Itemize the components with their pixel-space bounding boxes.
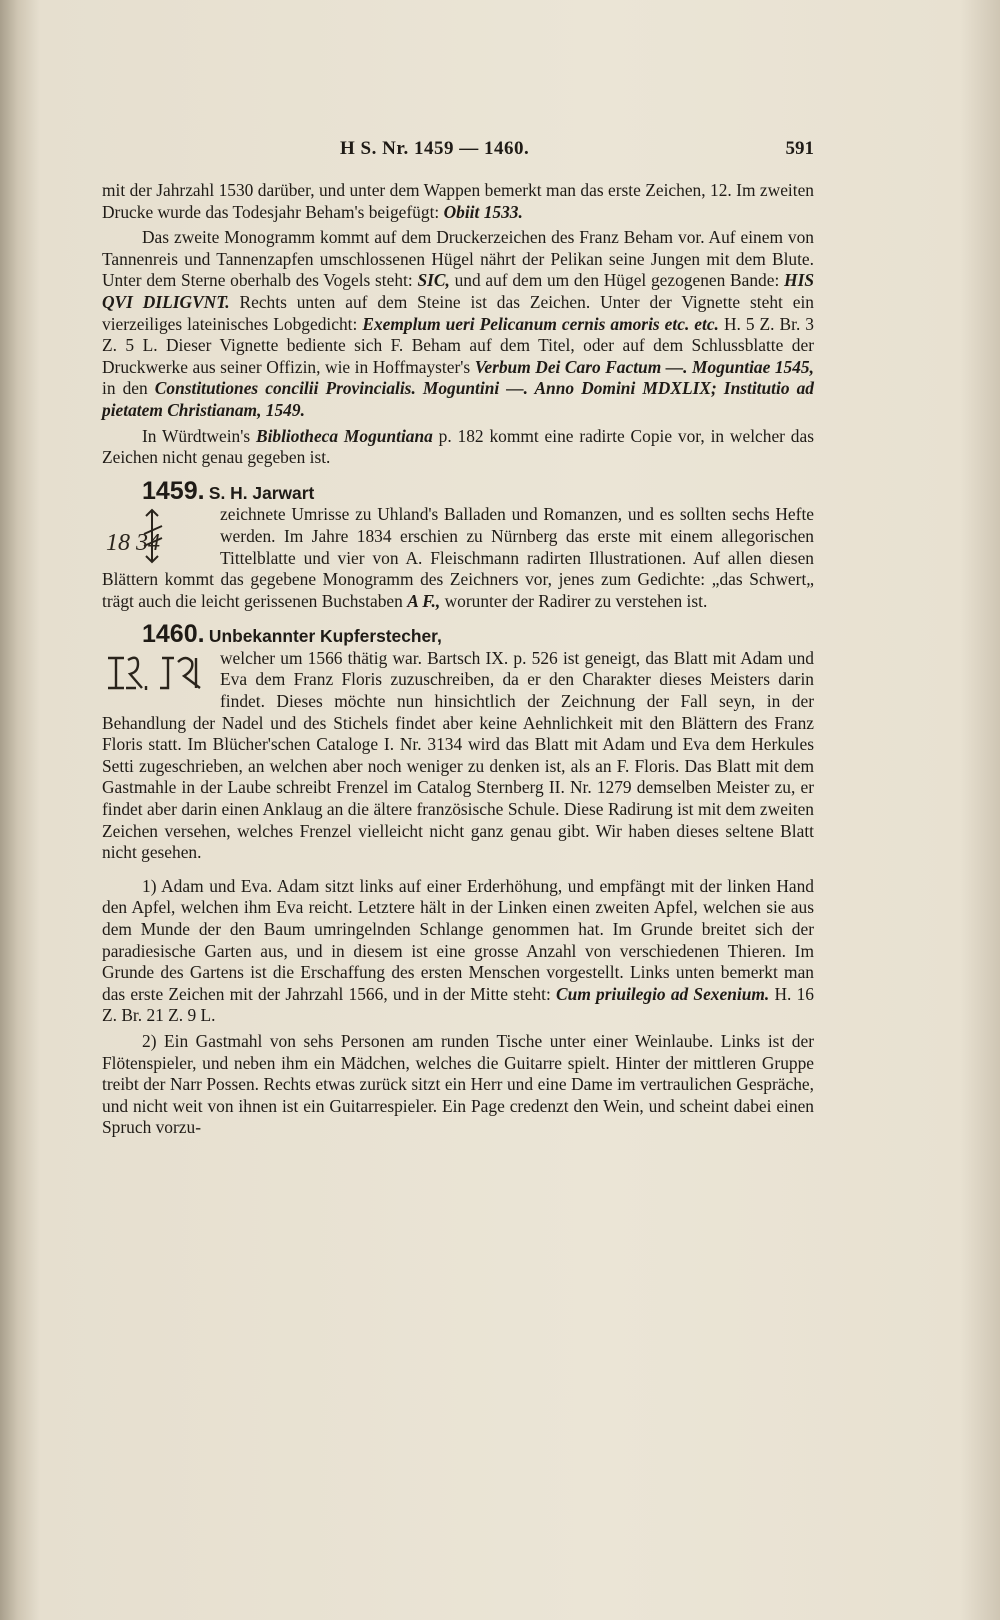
para-top-text: mit der Jahrzahl 1530 darüber, und unter dem Wappen bemerkt man das erste Zeichen, 12. Im zweiten Drucke wurde das Todesjahr Beham's beigefügt: xyxy=(102,180,814,222)
entry-1460-text: welcher um 1566 thätig war. Bartsch IX. p. 526 ist geneigt, das Blatt mit Adam und Eva dem Franz Floris zuzuschreiben, da er den Charakter dieses Meisters darin findet. Dieses möchte nun hinsichtlich der Zeichnung der Fall seyn, in der Behandlung der Nadel und des Stichels findet aber keine Aehnlichkeit mit den Blättern des Franz Floris statt. Im Blücher'schen Cataloge I. Nr. 3134 wird das Blatt mit Adam und Eva dem Herkules Setti zugeschrieben, an welchen aber noch weniger zu denken ist, als an F. Floris. Das Blatt mit dem Gastmahle in der Laube schreibt Frenzel im Catalog Sternberg II. Nr. 1279 demselben Meister zu, er findet aber darin einen Anklaug an die ältere französische Schule. Diese Radirung ist mit dem zweiten Zeichen versehen, welches Frenzel vielleicht nicht ganz genau gibt. Wir haben dieses seltene Blatt nicht gesehen. xyxy=(102,647,814,863)
running-header xyxy=(102,138,814,162)
entry-1459-text-a: zeichnete Umrisse zu Uhland's Balladen und Romanzen, und es sollten sechs Hefte werden. Im Jahre 1834 erschien zu Nürnberg das erste mit einem allegorischen Tittelblatte und vier von A. Fleischmann radirten Illustrationen. Auf allen diesen Blättern kommt das gegebene Monogramm des Zeichners vor, jenes zum Gedichte: „das Schwert„ trägt auch die leicht gerissenen Buchstaben xyxy=(102,504,814,611)
monogram-unknown-engraver xyxy=(102,650,214,696)
para2-a: Das zweite Monogramm kommt auf dem Druckerzeichen des Franz Beham vor. Auf einem von Tannenreis und Tannenzapfen umschlossenen Hügel nährt der Pelikan seine Jungen mit dem Blute. Unter dem Sterne oberhalb des Vogels steht: xyxy=(102,227,814,291)
entry-1460 xyxy=(102,620,814,649)
body-text xyxy=(102,180,814,1139)
para2-i2: HIS QVI DILIGVNT. xyxy=(102,270,815,312)
item1-b: H. 16 Z. Br. 21 Z. 9 L. xyxy=(102,983,814,1026)
item1-i: Cum priuilegio ad Sexenium. xyxy=(556,983,770,1004)
para2-c: Rechts unten auf dem Steine ist das Zeichen. Unter der Vignette steht ein vierzeiliges lateinisches Lobgedicht: xyxy=(102,291,814,334)
para2-i1: SIC, xyxy=(417,270,450,291)
entry-1459-number: 1459. xyxy=(142,476,205,505)
paragraph-continued xyxy=(102,180,814,223)
monogram-jarwart-icon xyxy=(102,506,214,568)
catalog-item-1 xyxy=(102,876,814,1027)
page-number: 591 xyxy=(785,138,814,159)
para2-b: und auf dem um den Hügel gezogenen Bande: xyxy=(454,270,780,291)
para2-i3: Exemplum ueri Pelicanum cernis amoris etc. etc. xyxy=(362,313,719,334)
catalog-item-2: 2) Ein Gastmahl von sehs Personen am runden Tische unter einer Weinlaube. Links ist der Flötenspieler, und neben ihm ein Mädchen, welches die Guitarre spielt. Hinter der mittleren Gruppe treibt der Narr Possen. Rechts etwas zurück sitzt ein Herr und eine Dame im vertraulichen Gespräche, und nicht weit von ihnen ist ein Guitarrespieler. Ein Page credenzt den Wein, und scheint dabei einen Spruch vorzu- xyxy=(102,1030,814,1138)
para3-b: p. 182 kommt eine radirte Copie vor, in welcher das Zeichen nicht genau gegeben ist. xyxy=(102,425,814,468)
entry-1459-name: S. H. Jarwart xyxy=(208,482,315,503)
entry-1460-name: Unbekannter Kupferstecher, xyxy=(208,626,442,647)
para3-i: Bibliotheca Moguntiana xyxy=(255,425,433,446)
item1-a: 1) Adam und Eva. Adam sitzt links auf einer Erderhöhung, und empfängt mit der linken Hand den Apfel, welchen ihm Eva reicht. Letztere hält in der Linken einen zweiten Apfel, welchen sie aus dem Munde der den Baum umringelnden Schlange genommen hat. Im Grunde breitet sich der paradiesische Garten aus, und in diesem ist eine grosse Anzahl von verschiedenen Thieren. Im Grunde des Gartens ist die Erschaffung des ersten Menschen vorgestellt. Links unten bemerkt man das erste Zeichen mit der Jahrzahl 1566, und in der Mitte steht: xyxy=(102,875,814,1004)
entry-1459 xyxy=(102,476,814,505)
entry-1459-body xyxy=(102,504,814,612)
para2-i4: Verbum Dei Caro Factum —. Moguntiae 1545, xyxy=(474,356,814,377)
para2-e: in den xyxy=(102,378,148,399)
monogram-jarwart-text: 18 34 xyxy=(106,530,160,557)
para2-d: H. 5 Z. Br. 3 Z. 5 L. Dieser Vignette bediente sich F. Beham auf dem Titel, oder auf dem Schlussblatte der Druckwerke aus seiner Offizin, wie in Hoffmayster's xyxy=(102,313,814,377)
paragraph-second-monogram xyxy=(102,227,814,421)
header-title: H S. Nr. 1459 — 1460. xyxy=(340,138,530,159)
monogram-jarwart xyxy=(102,506,214,568)
entry-1459-text-b: worunter der Radirer zu verstehen ist. xyxy=(444,590,708,611)
entry-1460-number: 1460. xyxy=(142,620,205,649)
para-top-italic: Obiit 1533. xyxy=(443,201,523,222)
monogram-unknown-engraver-icon xyxy=(102,650,214,696)
entry-1459-text-i: A F., xyxy=(407,590,441,611)
para2-i5: Constitutiones concilii Provincialis. Moguntini —. Anno Domini MDXLIX; Institutio ad pietatem Christianam, 1549. xyxy=(102,378,814,420)
entry-1460-body xyxy=(102,648,814,864)
para3-a: In Würdtwein's xyxy=(142,425,251,446)
paragraph-copy-note xyxy=(102,426,814,469)
